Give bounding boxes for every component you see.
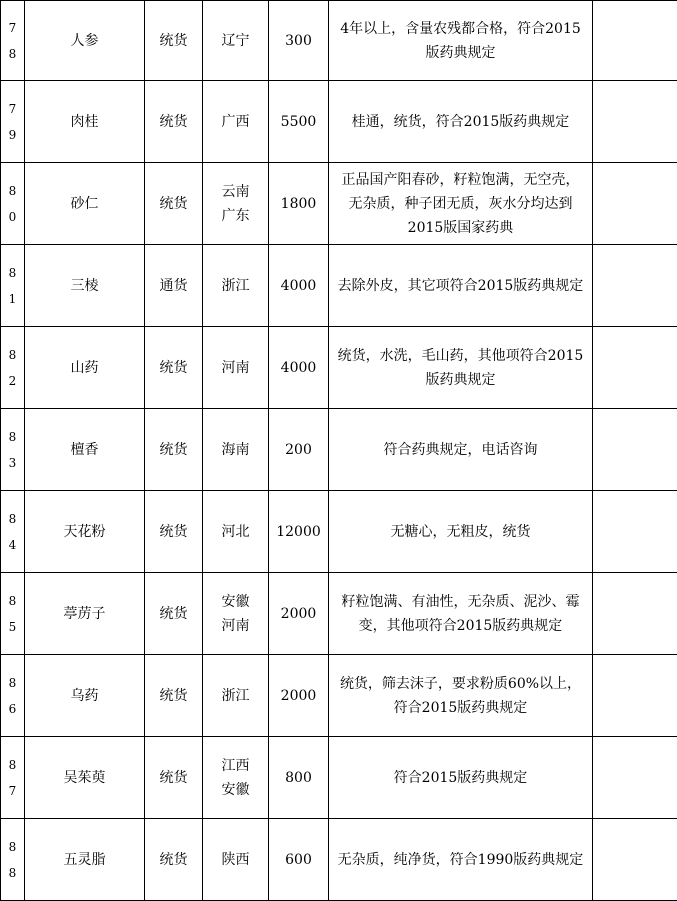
quality-note: 符合2015版药典规定 [329,737,593,819]
herb-name: 檀香 [25,409,145,491]
origin-text: 辽宁 [218,29,254,53]
quantity-cell: 300 [269,1,329,81]
herb-name: 肉桂 [25,81,145,163]
origin-cell [203,491,269,573]
empty-cell [593,327,677,409]
row-number-units: 7 [1,778,24,804]
table-row [1,655,677,737]
herb-name: 五灵脂 [25,819,145,901]
row-number-units: 8 [1,860,24,886]
row-number-tens: 8 [1,752,24,778]
herb-name: 人参 [25,1,145,81]
empty-cell [593,81,677,163]
row-number-units: 3 [1,450,24,476]
table-row [1,737,677,819]
empty-cell [593,245,677,327]
row-number-tens: 8 [1,834,24,860]
quantity-cell: 4000 [269,327,329,409]
table-row [1,819,677,901]
origin-cell [203,327,269,409]
herb-name: 三棱 [25,245,145,327]
herb-name: 天花粉 [25,491,145,573]
table-row [1,573,677,655]
herb-name: 砂仁 [25,163,145,245]
row-number-units: 6 [1,696,24,722]
row-number [1,655,25,737]
row-number-tens: 8 [1,670,24,696]
origin-text: 海南 [218,438,254,462]
row-number [1,81,25,163]
table-row [1,409,677,491]
row-number-units: 2 [1,368,24,394]
grade-cell: 统货 [145,163,203,245]
table-row [1,245,677,327]
grade-cell: 统货 [145,573,203,655]
row-number-tens: 8 [1,260,24,286]
quantity-cell: 2000 [269,655,329,737]
row-number-units: 0 [1,204,24,230]
quantity-cell: 12000 [269,491,329,573]
row-number [1,491,25,573]
origin-text: 河北 [218,520,254,544]
empty-cell [593,819,677,901]
row-number-tens: 8 [1,506,24,532]
origin-cell [203,655,269,737]
row-number [1,737,25,819]
table-row [1,163,677,245]
empty-cell [593,737,677,819]
quantity-cell: 5500 [269,81,329,163]
quantity-cell: 600 [269,819,329,901]
grade-cell: 统货 [145,819,203,901]
row-number [1,245,25,327]
row-number-tens: 8 [1,342,24,368]
row-number [1,163,25,245]
origin-cell [203,163,269,245]
herb-name: 吴茱萸 [25,737,145,819]
row-number-tens: 7 [1,96,24,122]
origin-cell [203,409,269,491]
row-number [1,819,25,901]
row-number-tens: 8 [1,178,24,204]
origin-cell [203,737,269,819]
quality-note: 无杂质，纯净货，符合1990版药典规定 [329,819,593,901]
empty-cell [593,491,677,573]
empty-cell [593,573,677,655]
quantity-cell: 800 [269,737,329,819]
row-number-tens: 8 [1,424,24,450]
quality-note: 统货，筛去沫子，要求粉质60%以上，符合2015版药典规定 [329,655,593,737]
row-number-units: 5 [1,614,24,640]
grade-cell: 统货 [145,81,203,163]
herb-name: 葶苈子 [25,573,145,655]
table-row [1,491,677,573]
quality-note: 符合药典规定，电话咨询 [329,409,593,491]
origin-text: 安徽河南 [218,590,254,638]
herb-name: 乌药 [25,655,145,737]
grade-cell: 统货 [145,327,203,409]
origin-text: 浙江 [218,684,254,708]
origin-cell [203,245,269,327]
empty-cell [593,655,677,737]
grade-cell: 通货 [145,245,203,327]
origin-text: 陕西 [218,848,254,872]
origin-cell [203,1,269,81]
empty-cell [593,409,677,491]
empty-cell [593,1,677,81]
table-row [1,81,677,163]
table-row [1,1,677,81]
row-number-tens: 7 [1,15,24,41]
row-number [1,409,25,491]
herb-name: 山药 [25,327,145,409]
origin-cell [203,81,269,163]
row-number-units: 9 [1,122,24,148]
origin-text: 浙江 [218,274,254,298]
grade-cell: 统货 [145,491,203,573]
empty-cell [593,163,677,245]
origin-text: 江西安徽 [218,754,254,802]
table-row [1,327,677,409]
quality-note: 去除外皮，其它项符合2015版药典规定 [329,245,593,327]
quality-note: 4年以上，含量农残都合格，符合2015版药典规定 [329,1,593,81]
quantity-cell: 1800 [269,163,329,245]
grade-cell: 统货 [145,737,203,819]
grade-cell: 统货 [145,655,203,737]
row-number [1,573,25,655]
grade-cell: 统货 [145,409,203,491]
origin-cell [203,573,269,655]
grade-cell: 统货 [145,1,203,81]
quality-note: 正品国产阳春砂，籽粒饱满，无空壳，无杂质，种子团无质，灰水分均达到2015版国家药典 [329,163,593,245]
quality-note: 桂通，统货，符合2015版药典规定 [329,81,593,163]
origin-cell [203,819,269,901]
quality-note: 统货，水洗，毛山药，其他项符合2015版药典规定 [329,327,593,409]
quantity-cell: 200 [269,409,329,491]
origin-text: 河南 [218,356,254,380]
origin-text: 广西 [218,110,254,134]
quality-note: 无糖心，无粗皮，统货 [329,491,593,573]
row-number-units: 1 [1,286,24,312]
row-number [1,1,25,81]
row-number-units: 4 [1,532,24,558]
origin-text: 云南广东 [218,180,254,228]
quality-note: 籽粒饱满、有油性，无杂质、泥沙、霉变，其他项符合2015版药典规定 [329,573,593,655]
row-number-tens: 8 [1,588,24,614]
quantity-cell: 4000 [269,245,329,327]
row-number-units: 8 [1,41,24,67]
quantity-cell: 2000 [269,573,329,655]
table-body [1,1,677,901]
row-number [1,327,25,409]
